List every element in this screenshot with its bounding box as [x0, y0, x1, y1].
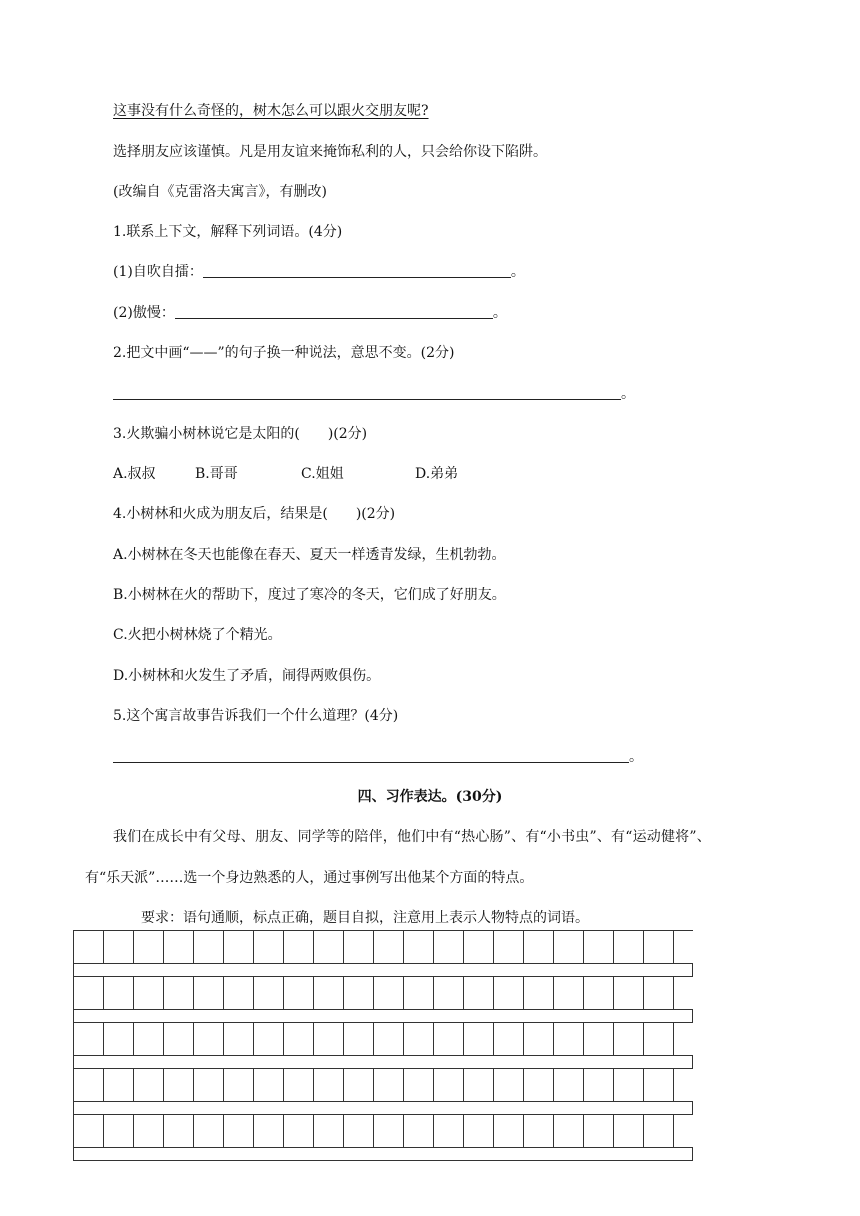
grid-row	[73, 1068, 693, 1101]
grid-cell[interactable]	[134, 1115, 164, 1147]
passage-source: (改编自《克雷洛夫寓言》，有删改)	[113, 184, 327, 200]
item-2-end: 。	[492, 305, 507, 321]
q5-end: 。	[629, 749, 643, 765]
grid-cell[interactable]	[344, 1023, 374, 1055]
grid-cell[interactable]	[374, 1115, 404, 1147]
grid-cell[interactable]	[494, 977, 524, 1009]
question-1-item-1	[113, 262, 525, 282]
question-1-item-2	[113, 303, 507, 323]
grid-cell[interactable]	[164, 1023, 194, 1055]
grid-cell[interactable]	[224, 977, 254, 1009]
grid-cell[interactable]	[614, 1023, 644, 1055]
grid-cell[interactable]	[314, 1023, 344, 1055]
grid-cell[interactable]	[464, 931, 494, 963]
grid-cell[interactable]	[314, 1115, 344, 1147]
grid-cell[interactable]	[254, 1069, 284, 1101]
grid-cell[interactable]	[404, 1069, 434, 1101]
grid-cell[interactable]	[284, 977, 314, 1009]
grid-cell[interactable]	[464, 1115, 494, 1147]
grid-cell[interactable]	[554, 931, 584, 963]
section-4-requirement: 要求：语句通顺，标点正确，题目自拟，注意用上表示人物特点的词语。	[141, 910, 589, 926]
grid-cell[interactable]	[104, 931, 134, 963]
grid-row-gap	[73, 963, 693, 976]
answer-blank-2[interactable]	[175, 304, 493, 319]
grid-cell[interactable]	[614, 931, 644, 963]
grid-cell[interactable]	[584, 931, 614, 963]
item-1-end: 。	[510, 264, 525, 280]
grid-cell[interactable]	[194, 1115, 224, 1147]
question-5-prompt: 5.这个寓言故事告诉我们一个什么道理？(4分)	[113, 708, 399, 724]
grid-cell[interactable]	[554, 977, 584, 1009]
grid-cell[interactable]	[164, 931, 194, 963]
grid-cell[interactable]	[644, 1069, 674, 1101]
grid-cell[interactable]	[524, 1069, 554, 1101]
grid-cell[interactable]	[284, 1115, 314, 1147]
answer-blank-1[interactable]	[203, 263, 511, 278]
q2-end: 。	[621, 386, 635, 402]
grid-cell[interactable]	[374, 1023, 404, 1055]
grid-cell[interactable]	[104, 1115, 134, 1147]
grid-cell[interactable]	[194, 977, 224, 1009]
grid-cell[interactable]	[404, 931, 434, 963]
grid-cell[interactable]	[494, 1023, 524, 1055]
section-4-title: 四、习作表达。(30分)	[357, 789, 503, 805]
grid-cell[interactable]	[434, 1115, 464, 1147]
grid-cell[interactable]	[314, 977, 344, 1009]
grid-cell[interactable]	[194, 931, 224, 963]
grid-cell[interactable]	[524, 1115, 554, 1147]
grid-cell[interactable]	[374, 1069, 404, 1101]
grid-cell[interactable]	[254, 977, 284, 1009]
grid-cell[interactable]	[644, 1115, 674, 1147]
grid-cell[interactable]	[434, 1023, 464, 1055]
grid-cell[interactable]	[344, 931, 374, 963]
grid-cell[interactable]	[494, 931, 524, 963]
grid-cell[interactable]	[404, 977, 434, 1009]
grid-cell[interactable]	[614, 977, 644, 1009]
grid-cell[interactable]	[494, 1115, 524, 1147]
grid-cell[interactable]	[584, 1023, 614, 1055]
grid-cell[interactable]	[74, 1115, 104, 1147]
grid-cell[interactable]	[344, 977, 374, 1009]
grid-cell[interactable]	[104, 1023, 134, 1055]
grid-cell[interactable]	[284, 1069, 314, 1101]
grid-cell[interactable]	[254, 1023, 284, 1055]
grid-cell[interactable]	[74, 1069, 104, 1101]
grid-cell[interactable]	[554, 1069, 584, 1101]
grid-cell[interactable]	[434, 931, 464, 963]
section-4-paragraph-2: 有“乐天派”……选一个身边熟悉的人，通过事例写出他某个方面的特点。	[85, 870, 534, 886]
grid-cell[interactable]	[254, 931, 284, 963]
grid-cell[interactable]	[104, 977, 134, 1009]
grid-cell[interactable]	[284, 1023, 314, 1055]
grid-cell[interactable]	[614, 1069, 644, 1101]
grid-cell[interactable]	[74, 931, 104, 963]
grid-cell[interactable]	[224, 931, 254, 963]
grid-cell[interactable]	[404, 1023, 434, 1055]
grid-row	[73, 1114, 693, 1147]
grid-cell[interactable]	[644, 931, 674, 963]
passage-conclusion: 选择朋友应该谨慎。凡是用友谊来掩饰私利的人，只会给你设下陷阱。	[113, 144, 547, 160]
grid-cell[interactable]	[464, 977, 494, 1009]
question-3-options	[113, 464, 458, 484]
grid-cell[interactable]	[104, 1069, 134, 1101]
grid-cell[interactable]	[164, 1069, 194, 1101]
grid-cell[interactable]	[74, 977, 104, 1009]
writing-grid[interactable]	[73, 930, 693, 1161]
grid-cell[interactable]	[374, 977, 404, 1009]
grid-cell[interactable]	[464, 1023, 494, 1055]
grid-cell[interactable]	[224, 1069, 254, 1101]
grid-cell[interactable]	[584, 1069, 614, 1101]
grid-row-gap	[73, 1055, 693, 1068]
grid-cell[interactable]	[524, 931, 554, 963]
grid-cell[interactable]	[644, 977, 674, 1009]
grid-cell[interactable]	[134, 931, 164, 963]
answer-blank-q5[interactable]	[113, 748, 629, 763]
grid-cell[interactable]	[194, 1023, 224, 1055]
grid-cell[interactable]	[74, 1023, 104, 1055]
grid-cell[interactable]	[524, 1023, 554, 1055]
grid-row	[73, 976, 693, 1009]
q4-option-c[interactable]: C.火把小树林烧了个精光。	[113, 627, 282, 643]
grid-cell[interactable]	[134, 1023, 164, 1055]
grid-cell[interactable]	[644, 1023, 674, 1055]
grid-cell[interactable]	[284, 931, 314, 963]
grid-cell[interactable]	[224, 1023, 254, 1055]
grid-cell[interactable]	[374, 931, 404, 963]
q3-option-d[interactable]: D.弟弟	[415, 466, 459, 482]
grid-cell[interactable]	[434, 977, 464, 1009]
q4-option-d[interactable]: D.小树林和火发生了矛盾，闹得两败俱伤。	[113, 668, 381, 684]
question-2-answer-line	[113, 384, 635, 404]
grid-cell[interactable]	[314, 931, 344, 963]
question-1-prompt: 1.联系上下文，解释下列词语。(4分)	[113, 224, 343, 240]
section-4-paragraph-1: 我们在成长中有父母、朋友、同学等的陪伴，他们中有“热心肠”、有“小书虫”、有“运动健将”、	[113, 829, 711, 845]
grid-row-gap	[73, 1101, 693, 1114]
grid-cell[interactable]	[554, 1023, 584, 1055]
q4-option-a[interactable]: A.小树林在冬天也能像在春天、夏天一样透青发绿，生机勃勃。	[113, 547, 506, 563]
grid-bottom-border	[73, 1160, 693, 1161]
grid-cell[interactable]	[164, 977, 194, 1009]
q4-option-b[interactable]: B.小树林在火的帮助下，度过了寒冷的冬天，它们成了好朋友。	[113, 587, 506, 603]
grid-cell[interactable]	[554, 1115, 584, 1147]
grid-cell[interactable]	[464, 1069, 494, 1101]
question-4-prompt: 4.小树林和火成为朋友后，结果是( )(2分)	[113, 506, 396, 522]
grid-cell[interactable]	[134, 977, 164, 1009]
grid-cell[interactable]	[524, 977, 554, 1009]
grid-cell[interactable]	[614, 1115, 644, 1147]
q3-option-b[interactable]: B.哥哥	[195, 466, 238, 482]
question-2-prompt: 2.把文中画“——”的句子换一种说法，意思不变。(2分)	[113, 345, 455, 361]
passage-underlined-sentence: 这事没有什么奇怪的，树木怎么可以跟火交朋友呢?	[113, 103, 429, 119]
grid-row-gap	[73, 1009, 693, 1022]
grid-cell[interactable]	[494, 1069, 524, 1101]
answer-blank-q2[interactable]	[113, 385, 621, 400]
grid-cell[interactable]	[404, 1115, 434, 1147]
question-5-answer-line	[113, 747, 643, 767]
item-2-label: (2)傲慢：	[113, 305, 175, 321]
grid-cell[interactable]	[254, 1115, 284, 1147]
grid-row	[73, 930, 693, 963]
grid-cell[interactable]	[584, 1115, 614, 1147]
grid-cell[interactable]	[164, 1115, 194, 1147]
grid-cell[interactable]	[344, 1115, 374, 1147]
grid-cell[interactable]	[194, 1069, 224, 1101]
grid-row-gap	[73, 1147, 693, 1160]
q3-option-c[interactable]: C.姐姐	[301, 466, 344, 482]
grid-cell[interactable]	[134, 1069, 164, 1101]
grid-cell[interactable]	[584, 977, 614, 1009]
question-3-prompt: 3.火欺骗小树林说它是太阳的( )(2分)	[113, 426, 368, 442]
grid-cell[interactable]	[344, 1069, 374, 1101]
grid-cell[interactable]	[314, 1069, 344, 1101]
item-1-label: (1)自吹自擂：	[113, 264, 203, 280]
q3-option-a[interactable]: A.叔叔	[113, 466, 156, 482]
grid-cell[interactable]	[434, 1069, 464, 1101]
grid-cell[interactable]	[224, 1115, 254, 1147]
grid-row	[73, 1022, 693, 1055]
